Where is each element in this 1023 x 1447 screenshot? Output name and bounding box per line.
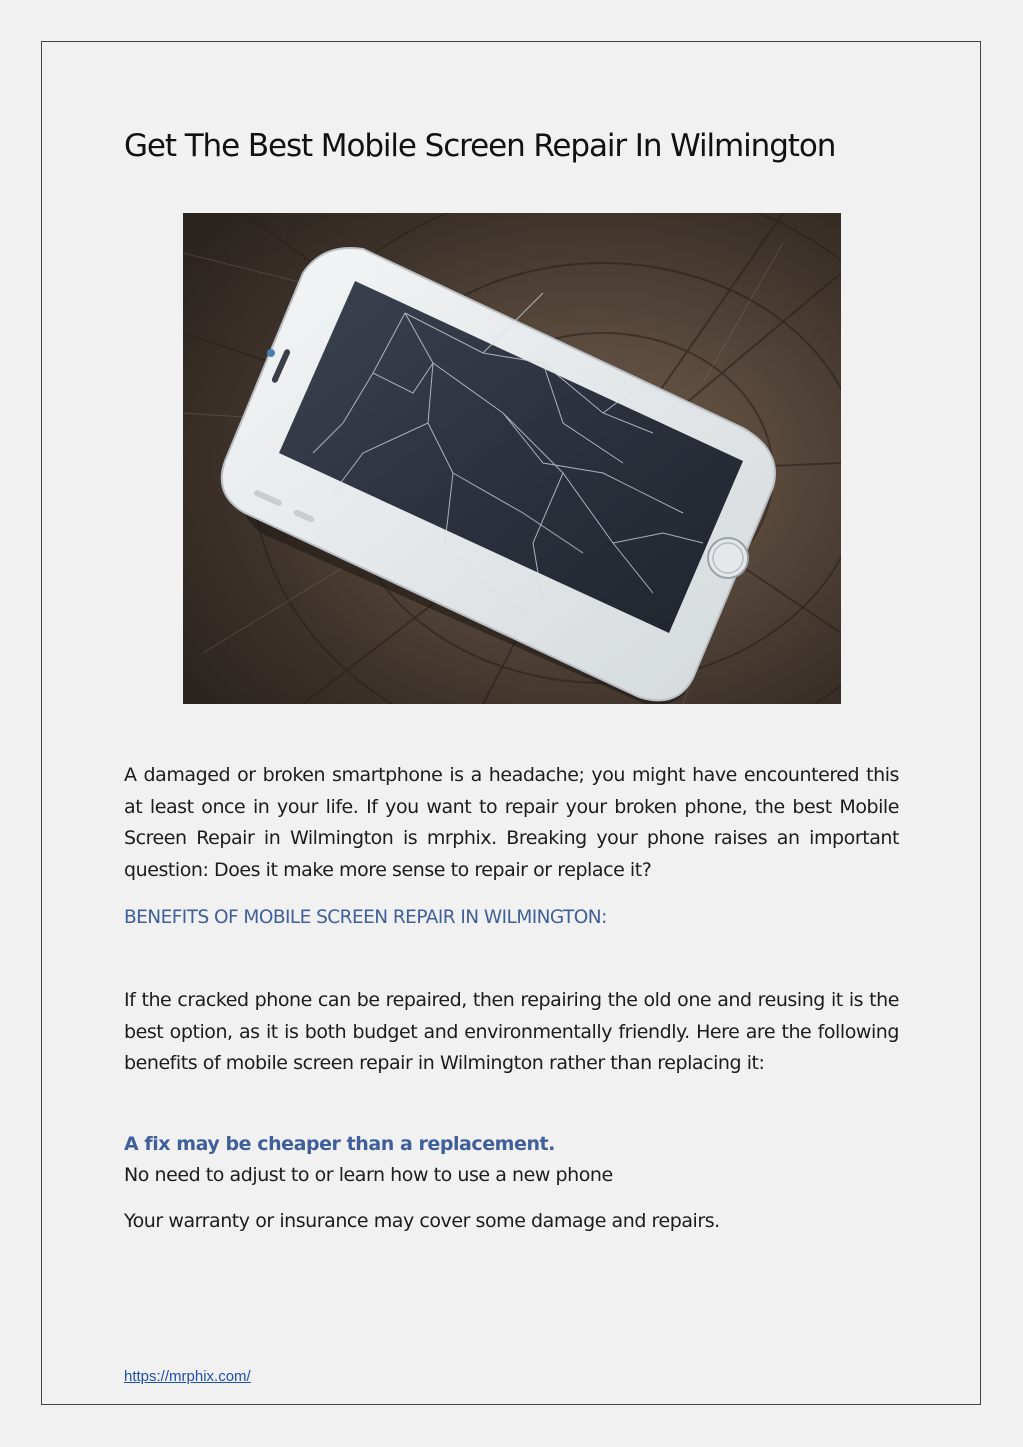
cracked-phone-image <box>183 213 841 704</box>
intro-paragraph: A damaged or broken smartphone is a headache; you might have encountered this at least once in your life. If you want to repair your broken phone, the best Mobile Screen Repair in Wilmington is mrphix. Breaking your phone raises an important question: Does it make more sense to repair or replace it? <box>124 764 899 881</box>
benefit-line-warranty: Your warranty or insurance may cover some damage and repairs. <box>124 1210 720 1232</box>
footer-website-link[interactable]: https://mrphix.com/ <box>124 1368 251 1385</box>
page-title: Get The Best Mobile Screen Repair In Wilmington <box>124 128 836 164</box>
benefit-subheading: A fix may be cheaper than a replacement. <box>124 1133 555 1155</box>
benefit-line-new-phone: No need to adjust to or learn how to use a new phone <box>124 1164 613 1186</box>
benefits-paragraph: If the cracked phone can be repaired, then repairing the old one and reusing it is the best option, as it is both budget and environmentally friendly. Here are the following benefits of mobile screen repair in Wilmington rather than replacing it: <box>124 989 899 1074</box>
benefits-heading: BENEFITS OF MOBILE SCREEN REPAIR IN WILMINGTON: <box>124 907 607 928</box>
